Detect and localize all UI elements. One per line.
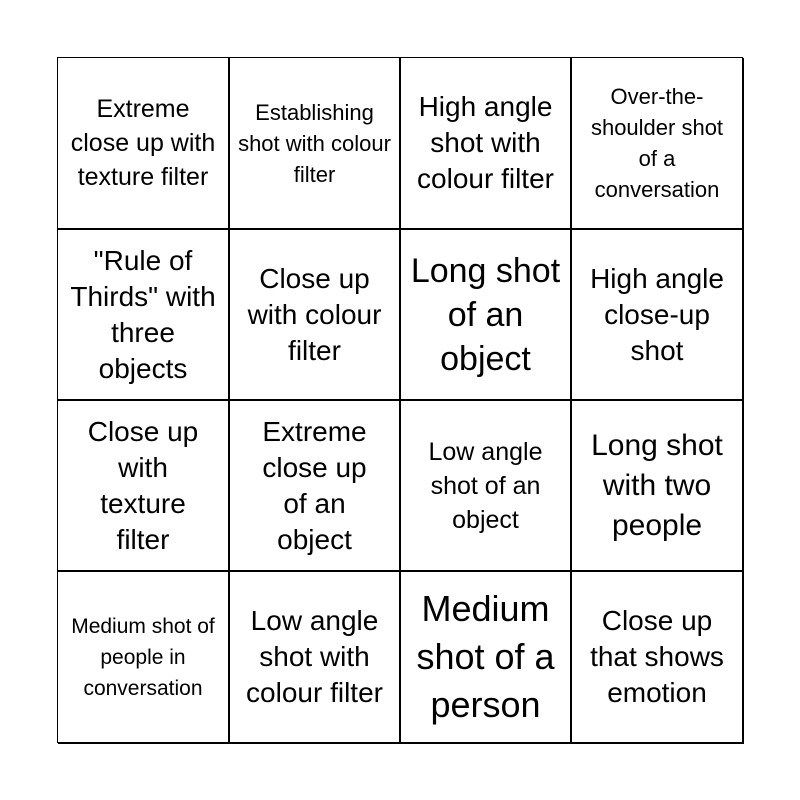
bingo-cell[interactable] (401, 230, 572, 401)
cell-text: Long shot of an object (410, 251, 561, 378)
cell-text: Low angle shot with colour filter (246, 605, 383, 708)
cell-text: High angle close-up shot (590, 262, 724, 366)
bingo-cell[interactable] (230, 230, 401, 401)
bingo-cell[interactable] (401, 401, 572, 572)
cell-text: High angle shot with colour filter (417, 91, 554, 194)
cell-text: Medium shot of a person (416, 588, 555, 725)
bingo-cell[interactable] (58, 58, 230, 230)
cell-text: Extreme close up of an object (262, 415, 367, 555)
cell-text: Close up with texture filter (87, 415, 199, 555)
cell-text: Medium shot of people in conversation (71, 614, 215, 700)
cell-text: Low angle shot of an object (428, 437, 543, 534)
cell-text: Establishing shot with colour filter (238, 99, 391, 187)
bingo-cell[interactable] (230, 572, 401, 744)
cell-text: Over-the-shoulder shot of a conversation (590, 84, 724, 202)
bingo-cell[interactable] (572, 572, 744, 744)
bingo-cell[interactable] (58, 230, 230, 401)
bingo-cell[interactable] (572, 401, 744, 572)
bingo-cell[interactable] (58, 572, 230, 744)
bingo-cell[interactable] (401, 58, 572, 230)
cell-text: Close up that shows emotion (590, 605, 724, 708)
cell-text: Close up with colour filter (247, 262, 382, 366)
bingo-cell[interactable] (572, 230, 744, 401)
bingo-cell[interactable] (401, 572, 572, 744)
cell-text: Extreme close up with texture filter (70, 95, 216, 191)
bingo-cell[interactable] (58, 401, 230, 572)
cell-text: Long shot with two people (591, 428, 723, 542)
bingo-card (57, 57, 743, 743)
bingo-cell[interactable] (572, 58, 744, 230)
cell-text: "Rule of Thirds" with three objects (70, 244, 216, 384)
bingo-cell[interactable] (230, 401, 401, 572)
bingo-cell[interactable] (230, 58, 401, 230)
